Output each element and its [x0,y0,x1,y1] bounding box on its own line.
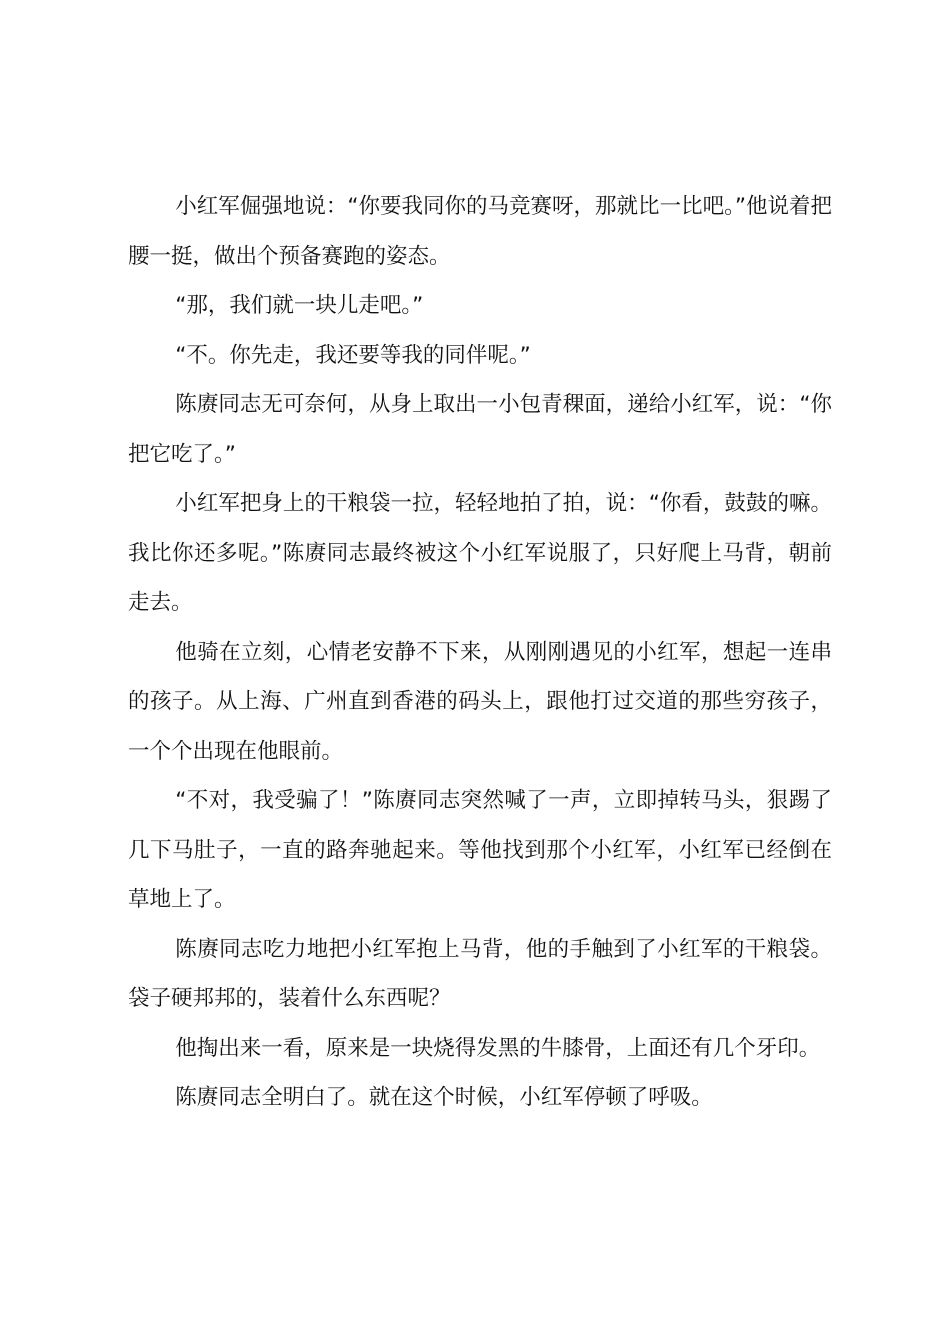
paragraph-2: “那，我们就一块儿走吧。” [175,293,424,318]
paragraph-6: 他骑在立刻，心情老安静不下来，从刚刚遇见的小红军，想起一连串的孩子。从上海、广州直到香港的码头上，跟他打过交道的那些穷孩子，一个个出现在他眼前。 [128,639,832,764]
paragraph-1: 小红军倔强地说：“你要我同你的马竞赛呀，那就比一比吧。”他说着把腰一挺，做出个预备赛跑的姿态。 [128,194,832,269]
paragraph-3: “不。你先走，我还要等我的同伴呢。” [175,342,531,368]
paragraph-8: 陈赓同志吃力地把小红军抱上马背，他的手触到了小红军的干粮袋。袋子硬邦邦的，装着什么东西呢？ [128,936,832,1011]
paragraph-7: “不对，我受骗了！”陈赓同志突然喊了一声，立即掉转马头，狠踢了几下马肚子，一直的路奔驰起来。等他找到那个小红军，小红军已经倒在草地上了。 [128,788,832,912]
paragraph-10: 陈赓同志全明白了。就在这个时候，小红军停顿了呼吸。 [175,1085,713,1110]
paragraph-4: 陈赓同志无可奈何，从身上取出一小包青稞面，递给小红军，说：“你把它吃了。” [128,392,832,467]
paragraph-5: 小红军把身上的干粮袋一拉，轻轻地拍了拍，说：“你看，鼓鼓的嘛。我比你还多呢。”陈赓同志最终被这个小红军说服了，只好爬上马背，朝前走去。 [128,491,832,615]
paragraph-9: 他掏出来一看，原来是一块烧得发黑的牛膝骨，上面还有几个牙印。 [175,1035,821,1061]
story-text [128,182,832,1123]
